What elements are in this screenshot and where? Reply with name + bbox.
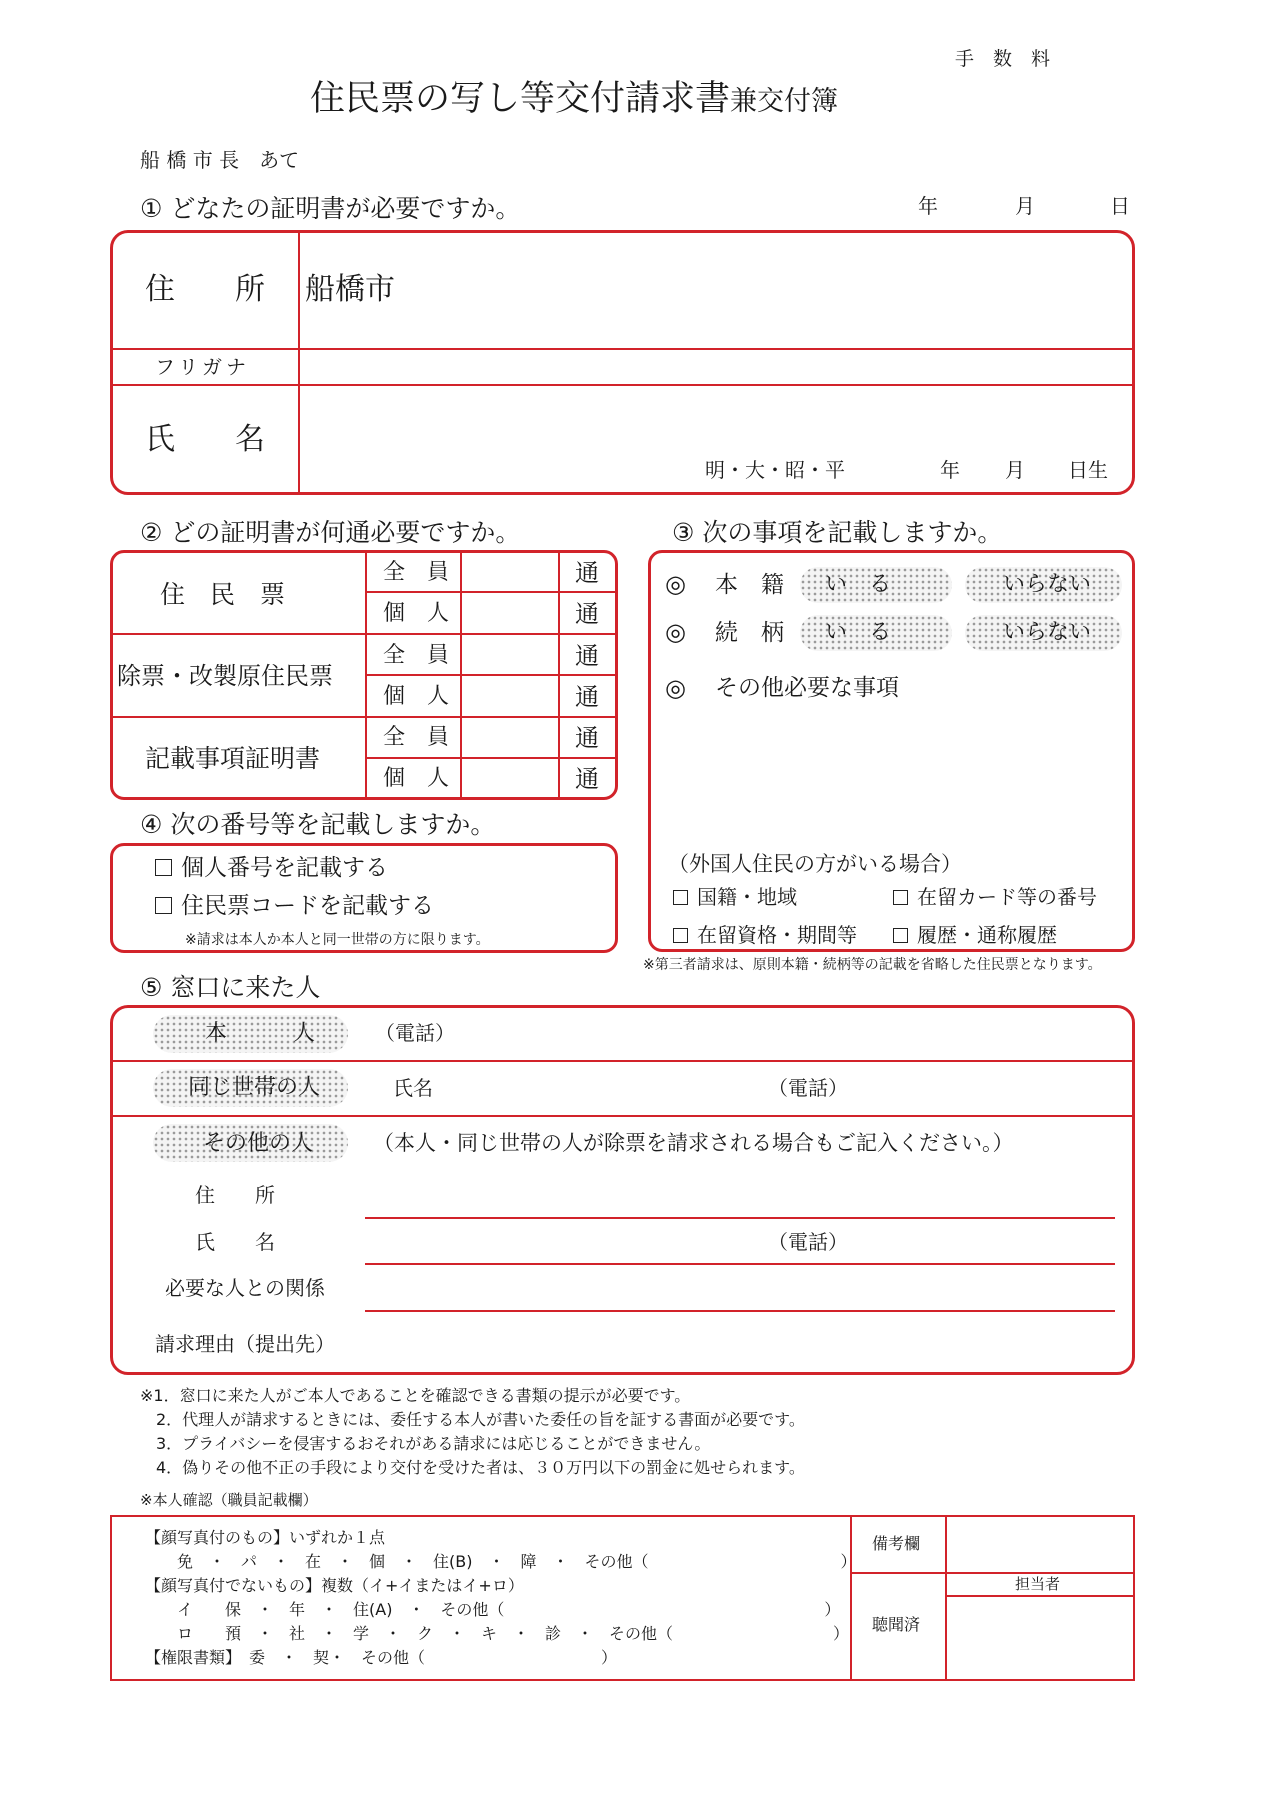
cert-sub-all-1: 全 員	[383, 560, 450, 585]
staff-heading: ※本人確認（職員記載欄）	[140, 1491, 318, 1509]
cert-type-kisai: 記載事項証明書	[145, 744, 321, 773]
honseki-yes-label: い る	[825, 572, 892, 597]
double-circle-icon: ◎	[665, 570, 686, 598]
other-items-field[interactable]	[660, 710, 1125, 835]
note-1: ※1．窓口に来た人がご本人であることを確認できる書類の提示が必要です。	[140, 1386, 691, 1405]
relation-label: 必要な人との関係	[165, 1276, 325, 1300]
section5-heading: ⑤ 窓口に来た人	[140, 973, 321, 1002]
foreign-option-label: 履歴・通称履歴	[917, 923, 1057, 947]
honseki-label: 本 籍	[715, 572, 784, 598]
option-label: 住民票コードを記載する	[181, 893, 434, 919]
birth-eras: 明・大・昭・平	[705, 458, 845, 482]
count-field[interactable]	[463, 594, 556, 632]
visitor-other-note: （本人・同じ世帯の人が除票を請求される場合もご記入ください。）	[373, 1131, 1014, 1155]
section1-heading: ① どなたの証明書が必要ですか。	[140, 194, 521, 223]
count-field[interactable]	[463, 760, 556, 797]
address-label: 住 所	[145, 272, 265, 307]
id-check-line-5: ロ 預 ・ 社 ・ 学 ・ ク ・ キ ・ 診 ・ その他（ ）	[145, 1624, 850, 1643]
copies-unit: 通	[575, 600, 599, 628]
birth-day-label: 日生	[1068, 458, 1108, 482]
checkbox-icon	[893, 928, 908, 943]
fee-label: 手 数 料	[955, 48, 1051, 70]
date-day-label: 日	[1110, 194, 1130, 218]
furigana-row-line	[112, 384, 1133, 386]
visitor-other-label: その他の人	[203, 1131, 314, 1156]
cert-sub-all-3: 全 員	[383, 725, 450, 750]
date-month-label: 月	[1015, 194, 1035, 218]
honseki-no-label: いらない	[1003, 572, 1092, 597]
foreign-option-label: 在留カード等の番号	[917, 885, 1097, 909]
furigana-label: フリガナ	[155, 355, 250, 379]
other-name-field[interactable]	[365, 1263, 1115, 1265]
copies-unit: 通	[575, 559, 599, 587]
addressee: 船 橋 市 長 あて	[140, 148, 300, 172]
page-title	[310, 79, 839, 119]
option-label: 個人番号を記載する	[181, 855, 388, 881]
name-field[interactable]	[300, 388, 1130, 448]
foreign-option-nationality[interactable]	[673, 887, 797, 907]
cert-type-juminhyo: 住 民 票	[160, 580, 286, 609]
cert-sub-individual-2: 個 人	[383, 684, 450, 709]
cert-sub-individual-3: 個 人	[383, 766, 450, 791]
option-personal-number[interactable]	[155, 857, 388, 880]
id-check-line-1: 【顔写真付のもの】いずれか１点	[145, 1528, 386, 1547]
person-in-charge-label: 担当者	[1015, 1575, 1061, 1593]
heard-label: 聴聞済	[872, 1615, 921, 1634]
reason-label: 請求理由（提出先）	[155, 1332, 335, 1356]
note-4: 4．偽りその他不正の手段により交付を受けた者は、３０万円以下の罰金に処せられます。	[140, 1458, 805, 1477]
third-party-note: ※第三者請求は、原則本籍・続柄等の記載を省略した住民票となります。	[643, 957, 1102, 973]
cert-sub-individual-1: 個 人	[383, 601, 450, 626]
relation-field[interactable]	[365, 1310, 1115, 1312]
id-check-line-2: 免 ・ パ ・ 在 ・ 個 ・ 住(B) ・ 障 ・ その他（ ）	[145, 1552, 857, 1571]
cert-type-joho: 除票・改製原住民票	[117, 662, 333, 690]
birth-month-label: 月	[1005, 458, 1025, 482]
checkbox-icon	[673, 890, 688, 905]
household-phone-label: （電話）	[768, 1076, 848, 1100]
zokugara-label: 続 柄	[715, 620, 784, 646]
zokugara-yes-label: い る	[825, 620, 892, 645]
checkbox-icon	[893, 890, 908, 905]
section4-heading: ④ 次の番号等を記載しますか。	[140, 810, 496, 839]
title-suffix: 兼交付簿	[730, 86, 839, 117]
foreign-heading: （外国人住民の方がいる場合）	[668, 852, 962, 876]
foreign-option-card-number[interactable]	[893, 887, 1097, 907]
address-field[interactable]: 船橋市	[305, 272, 395, 307]
checkbox-icon	[155, 897, 172, 914]
option-resident-code[interactable]	[155, 895, 434, 918]
count-field[interactable]	[463, 719, 556, 756]
cert-sub-all-2: 全 員	[383, 643, 450, 668]
count-field[interactable]	[463, 636, 556, 673]
double-circle-icon: ◎	[665, 618, 686, 646]
double-circle-icon: ◎	[665, 674, 686, 702]
other-address-label: 住 所	[195, 1183, 275, 1207]
count-field[interactable]	[463, 554, 556, 590]
count-field[interactable]	[463, 677, 556, 715]
other-name-label: 氏 名	[195, 1230, 275, 1254]
foreign-option-label: 国籍・地域	[697, 885, 797, 909]
self-phone-label: （電話）	[375, 1021, 455, 1045]
id-check-line-3: 【顔写真付でないもの】複数（イ+イまたはイ+ロ）	[145, 1576, 524, 1595]
other-address-field[interactable]	[365, 1217, 1115, 1219]
section2-heading: ② どの証明書が何通必要ですか。	[140, 518, 521, 547]
checkbox-icon	[673, 928, 688, 943]
furigana-field[interactable]	[300, 350, 1130, 382]
copies-unit: 通	[575, 724, 599, 752]
section4-note: ※請求は本人か本人と同一世帯の方に限ります。	[185, 932, 490, 948]
checkbox-icon	[155, 859, 172, 876]
title-main: 住民票の写し等交付請求書	[310, 79, 731, 119]
zokugara-no-label: いらない	[1003, 620, 1092, 645]
copies-unit: 通	[575, 642, 599, 670]
id-check-line-4: イ 保 ・ 年 ・ 住(A) ・ その他（ ）	[145, 1600, 841, 1619]
foreign-option-history[interactable]	[893, 925, 1057, 945]
name-label: 氏 名	[145, 422, 265, 457]
section3-heading: ③ 次の事項を記載しますか。	[672, 518, 1003, 547]
id-check-line-6: 【権限書類】 委 ・ 契・ その他（ ）	[145, 1648, 618, 1667]
visitor-self-label: 本 人	[205, 1021, 316, 1046]
copies-unit: 通	[575, 683, 599, 711]
self-phone-field[interactable]	[460, 1012, 1120, 1056]
household-name-label: 氏名	[393, 1076, 433, 1100]
remarks-label: 備考欄	[872, 1534, 921, 1553]
birth-year-label: 年	[940, 458, 960, 482]
note-3: 3．プライバシーを侵害するおそれがある請求には応じることができません。	[140, 1434, 711, 1453]
foreign-option-label: 在留資格・期間等	[697, 923, 857, 947]
date-year-label: 年	[918, 194, 938, 218]
other-phone-label: （電話）	[768, 1230, 848, 1254]
note-2: 2．代理人が請求するときには、委任する本人が書いた委任の旨を証する書面が必要です。	[140, 1410, 805, 1429]
visitor-household-label: 同じ世帯の人	[188, 1075, 321, 1100]
copies-unit: 通	[575, 765, 599, 793]
foreign-option-status[interactable]	[673, 925, 857, 945]
other-items-label: その他必要な事項	[715, 675, 899, 701]
